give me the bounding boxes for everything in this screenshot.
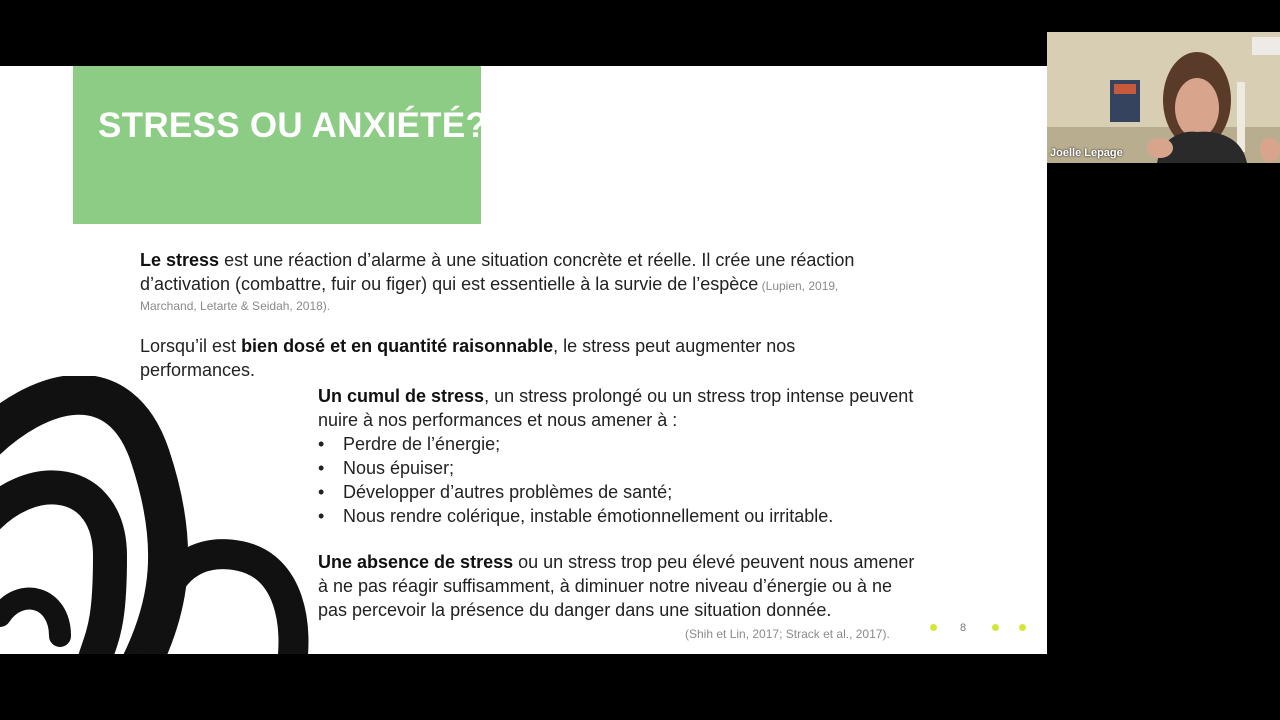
stress-accumulation-paragraph: Un cumul de stress, un stress prolongé ou un stress trop intense peuvent nuire à nos performances et nous amener à : • Perdre de l’énergie; • Nous épuiser; • Développer d’autres problèmes de santé; • Nous rendre colérique, instable émotionnellement ou irritable. — [318, 384, 918, 528]
list-item: • Nous épuiser; — [318, 456, 918, 480]
slide-title: STRESS OU ANXIÉTÉ? — [98, 106, 488, 145]
brush-stroke-decoration — [0, 376, 310, 654]
citation: (Shih et Lin, 2017; Strack et al., 2017). — [685, 627, 890, 641]
participant-video-feed — [1047, 32, 1280, 163]
stress-definition: Le stress est une réaction d’alarme à une situation concrète et réelle. Il crée une réaction d’activation (combattre, fuir ou figer) qui est essentielle à la survie de l’espèce (Lupien, 2019, Marchand, Letarte & Seidah, 2018). — [140, 250, 855, 313]
list-item: • Perdre de l’énergie; — [318, 432, 918, 456]
decorative-dot — [930, 624, 937, 631]
effects-list — [318, 432, 918, 528]
title-banner — [73, 66, 488, 224]
participant-name: Joelle Lepage — [1050, 147, 1123, 159]
page-number: 8 — [960, 622, 967, 634]
absence-of-stress-paragraph: Une absence de stress ou un stress trop peu élevé peuvent nous amener à ne pas réagir suffisamment, à diminuer notre niveau d’énergie ou à ne pas percevoir la présence du danger dans une situation donnée. — [318, 552, 915, 620]
presentation-slide — [0, 66, 1047, 654]
reasonable-stress-paragraph: Lorsqu’il est bien dosé et en quantité raisonnable, le stress peut augmenter nos performances. — [140, 336, 796, 380]
decorative-dot — [1019, 624, 1026, 631]
list-item: • Développer d’autres problèmes de santé; — [318, 480, 918, 504]
participant-video-tile[interactable] — [1047, 32, 1280, 163]
list-item: • Nous rendre colérique, instable émotionnellement ou irritable. — [318, 504, 918, 528]
decorative-dot — [992, 624, 999, 631]
